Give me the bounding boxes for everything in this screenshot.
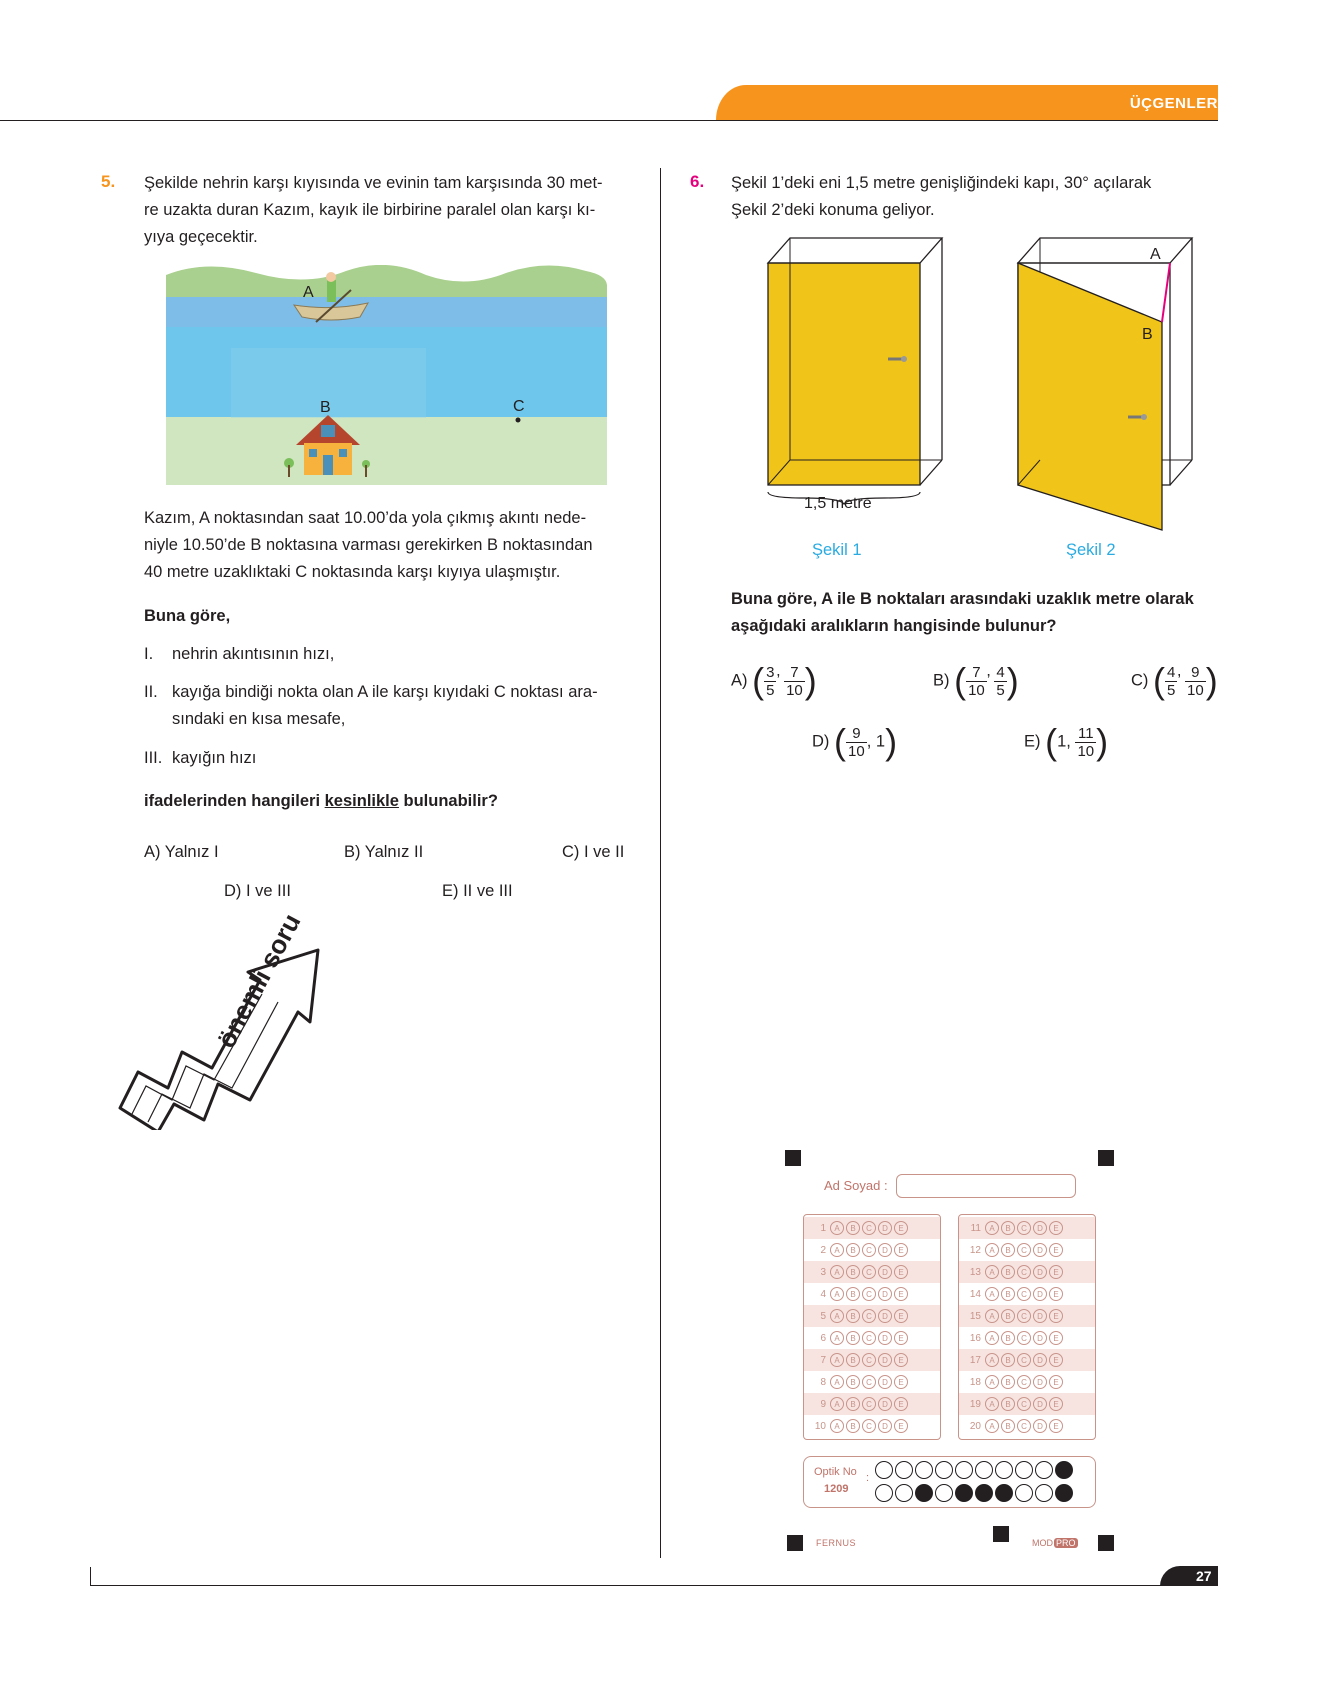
interval-bound: 1	[875, 732, 886, 751]
answer-row-number: 6	[820, 1332, 826, 1344]
q5-paragraph-line: Kazım, A noktasından saat 10.00’da yola çıkmış akıntı nede-	[144, 509, 587, 527]
q6-question	[731, 586, 1218, 640]
answer-row	[804, 1305, 940, 1327]
answer-row-number: 18	[969, 1376, 981, 1388]
answer-row-number: 14	[969, 1288, 981, 1300]
answer-bubble[interactable]: A	[830, 1243, 844, 1257]
optik-bubble[interactable]	[915, 1461, 933, 1479]
answer-row	[804, 1393, 940, 1415]
item-text: sındaki en kısa mesafe,	[172, 710, 346, 728]
answer-row-number: 17	[969, 1354, 981, 1366]
corner-mark	[1098, 1535, 1114, 1551]
answer-row-number: 16	[969, 1332, 981, 1344]
answer-bubble[interactable]: E	[1049, 1375, 1063, 1389]
answer-bubble[interactable]: E	[894, 1243, 908, 1257]
answer-row	[959, 1415, 1095, 1437]
answer-row	[804, 1261, 940, 1283]
answer-bubble[interactable]: C	[1017, 1265, 1031, 1279]
answer-bubble[interactable]: D	[878, 1397, 892, 1411]
brand-left: FERNUS	[816, 1538, 857, 1548]
answer-row	[804, 1283, 940, 1305]
q6-line: Şekil 1’deki eni 1,5 metre genişliğindeki kapı, 30° açılarak	[731, 174, 1152, 192]
answer-bubble[interactable]: B	[1001, 1375, 1015, 1389]
answer-bubble[interactable]: A	[985, 1287, 999, 1301]
answer-bubble[interactable]: C	[1017, 1419, 1031, 1433]
stamp-text: önemli soru	[210, 908, 307, 1053]
answer-bubble[interactable]: D	[1033, 1353, 1047, 1367]
answer-row	[804, 1217, 940, 1239]
q6-question-line: Buna göre, A ile B noktaları arasındaki uzaklık metre olarak	[731, 590, 1194, 608]
optik-bubble[interactable]	[995, 1461, 1013, 1479]
answer-bubble[interactable]: A	[985, 1375, 999, 1389]
answer-row	[804, 1327, 940, 1349]
fraction-denominator: 5	[996, 681, 1005, 699]
answer-bubble[interactable]: E	[1049, 1265, 1063, 1279]
section-title: ÜÇGENLER	[1129, 95, 1218, 112]
name-field[interactable]	[896, 1174, 1076, 1198]
q5-number: 5.	[101, 172, 116, 191]
answer-bubble[interactable]: D	[878, 1243, 892, 1257]
point-b-label: B	[1142, 326, 1153, 343]
figure-2-caption: Şekil 2	[1066, 541, 1116, 559]
point-b-label: B	[320, 399, 331, 416]
answer-bubble[interactable]: E	[1049, 1309, 1063, 1323]
answer-bubble[interactable]: B	[1001, 1221, 1015, 1235]
answer-row	[804, 1349, 940, 1371]
answer-bubble[interactable]: A	[985, 1419, 999, 1433]
answer-row	[959, 1371, 1095, 1393]
answer-bubble[interactable]: A	[830, 1419, 844, 1433]
answer-bubble[interactable]: D	[878, 1353, 892, 1367]
answer-row	[959, 1349, 1095, 1371]
option-d[interactable]: D) ( $\frac{9}{10}$ , 1)	[812, 721, 898, 762]
answer-bubble[interactable]: A	[985, 1353, 999, 1367]
answer-bubble[interactable]: C	[862, 1243, 876, 1257]
answer-bubble[interactable]: B	[846, 1419, 860, 1433]
point-a-label: A	[303, 284, 314, 301]
optik-bubble[interactable]	[955, 1461, 973, 1479]
answer-bubble[interactable]: D	[878, 1309, 892, 1323]
answer-column-1	[803, 1214, 941, 1440]
answer-row-number: 3	[820, 1266, 826, 1278]
fraction-denominator: 10	[848, 742, 865, 760]
q6-line: Şekil 2’deki konuma geliyor.	[731, 201, 935, 219]
answer-bubble[interactable]: B	[846, 1397, 860, 1411]
answer-bubble[interactable]: E	[894, 1353, 908, 1367]
answer-bubble[interactable]: A	[985, 1221, 999, 1235]
corner-mark	[787, 1535, 803, 1551]
interval-bound: 1,	[1057, 732, 1071, 751]
answer-bubble[interactable]: D	[878, 1419, 892, 1433]
answer-bubble[interactable]: A	[985, 1397, 999, 1411]
answer-bubble[interactable]: B	[846, 1353, 860, 1367]
fraction-denominator: 10	[1077, 742, 1095, 760]
answer-bubble[interactable]: B	[846, 1331, 860, 1345]
column-divider	[660, 168, 661, 1558]
answer-row	[959, 1217, 1095, 1239]
brand-right-text: MOD	[1032, 1538, 1053, 1548]
answer-bubble[interactable]: E	[894, 1331, 908, 1345]
answer-row-number: 8	[820, 1376, 826, 1388]
answer-bubble[interactable]: D	[878, 1287, 892, 1301]
option-e[interactable]: E) (1, $\frac{11}{10}$ )	[1024, 721, 1109, 762]
answer-bubble[interactable]: B	[1001, 1331, 1015, 1345]
answer-bubble[interactable]: C	[862, 1287, 876, 1301]
door-figure-1	[760, 230, 960, 530]
answer-bubble[interactable]: E	[1049, 1419, 1063, 1433]
fraction-numerator: 4	[996, 663, 1005, 681]
option-b[interactable]: B) Yalnız II	[344, 843, 424, 861]
answer-row-number: 9	[820, 1398, 826, 1410]
point-a-label: A	[1150, 246, 1161, 263]
q5-item	[144, 641, 631, 668]
answer-row-number: 5	[820, 1310, 826, 1322]
answer-bubble[interactable]: E	[1049, 1331, 1063, 1345]
optik-bubble-filled[interactable]	[995, 1484, 1013, 1502]
answer-row	[959, 1239, 1095, 1261]
corner-mark	[785, 1150, 801, 1166]
option-label: A)	[731, 671, 748, 690]
fraction-denominator: 10	[968, 681, 985, 699]
answer-row-number: 13	[969, 1266, 981, 1278]
answer-bubble[interactable]: C	[1017, 1287, 1031, 1301]
answer-row-number: 10	[814, 1420, 826, 1432]
answer-row-number: 1	[820, 1222, 826, 1234]
answer-bubble[interactable]: E	[1049, 1221, 1063, 1235]
item-text: nehrin akıntısının hızı,	[172, 645, 335, 663]
answer-row	[959, 1327, 1095, 1349]
answer-bubble[interactable]: D	[1033, 1331, 1047, 1345]
option-a[interactable]: A) Yalnız I	[144, 843, 219, 861]
optik-colon: :	[866, 1472, 870, 1484]
q5-line: Şekilde nehrin karşı kıyısında ve evinin tam karşısında 30 met-	[144, 174, 603, 192]
answer-row	[804, 1239, 940, 1261]
answer-bubble[interactable]: E	[894, 1375, 908, 1389]
option-label: C)	[1131, 671, 1149, 690]
answer-row-number: 20	[969, 1420, 981, 1432]
fraction-numerator: 7	[784, 664, 805, 682]
optik-bubble[interactable]	[935, 1484, 953, 1502]
answer-bubble[interactable]: D	[1033, 1397, 1047, 1411]
answer-bubble[interactable]: A	[985, 1243, 999, 1257]
q5-line: re uzakta duran Kazım, kayık ile birbirine paralel olan karşı kı-	[144, 201, 596, 219]
optik-bubble[interactable]	[1015, 1461, 1033, 1479]
fraction-numerator: 4	[1167, 663, 1176, 681]
answer-row-number: 7	[820, 1354, 826, 1366]
answer-row	[804, 1415, 940, 1437]
option-e[interactable]: E) II ve III	[442, 882, 513, 900]
q5-stem	[144, 170, 631, 251]
optik-bubble-filled[interactable]	[955, 1484, 973, 1502]
answer-bubble[interactable]: C	[1017, 1221, 1031, 1235]
answer-row	[959, 1393, 1095, 1415]
item-number: II.	[144, 683, 158, 701]
option-label: B)	[933, 671, 950, 690]
fraction-denominator: 10	[1187, 681, 1204, 699]
page-number: 27	[1196, 1568, 1212, 1584]
answer-row	[959, 1261, 1095, 1283]
answer-bubble[interactable]: B	[846, 1265, 860, 1279]
question-keyword: kesinlikle	[324, 792, 399, 810]
answer-bubble[interactable]: B	[1001, 1419, 1015, 1433]
answer-bubble[interactable]: A	[830, 1221, 844, 1235]
answer-bubble[interactable]: B	[846, 1221, 860, 1235]
answer-bubble[interactable]: D	[878, 1221, 892, 1235]
answer-bubble[interactable]: E	[1049, 1287, 1063, 1301]
optik-bubble[interactable]	[935, 1461, 953, 1479]
answer-bubble[interactable]: E	[894, 1397, 908, 1411]
answer-bubble[interactable]: A	[830, 1287, 844, 1301]
answer-bubble[interactable]: E	[894, 1221, 908, 1235]
answer-bubble[interactable]: E	[1049, 1353, 1063, 1367]
optik-bubble-filled[interactable]	[915, 1484, 933, 1502]
optik-bubble-filled[interactable]	[1055, 1461, 1073, 1479]
q5-paragraph	[144, 505, 631, 586]
option-label: E)	[1024, 732, 1041, 751]
answer-row	[959, 1283, 1095, 1305]
optik-bubble[interactable]	[1015, 1484, 1033, 1502]
brand-right-box: PRO	[1056, 1538, 1076, 1548]
footer-tick	[90, 1567, 91, 1586]
answer-bubble[interactable]: A	[830, 1331, 844, 1345]
answer-bubble[interactable]: C	[862, 1375, 876, 1389]
optik-bubble-filled[interactable]	[975, 1484, 993, 1502]
answer-bubble[interactable]: A	[830, 1397, 844, 1411]
answer-bubble[interactable]: E	[894, 1419, 908, 1433]
answer-bubble[interactable]: E	[894, 1287, 908, 1301]
header-rule	[0, 120, 1218, 121]
optik-bubbles-row-1	[875, 1461, 1075, 1484]
figure-1-caption: Şekil 1	[812, 541, 862, 559]
answer-bubble[interactable]: B	[1001, 1353, 1015, 1367]
answer-bubble[interactable]: A	[830, 1265, 844, 1279]
answer-bubble[interactable]: C	[1017, 1243, 1031, 1257]
q6-question-line: aşağıdaki aralıkların hangisinde bulunur?	[731, 617, 1057, 635]
option-c[interactable]: C) ( $\frac{4}{5}$ ’ $\frac{9}{10}$ )	[1131, 660, 1218, 701]
answer-bubble[interactable]: A	[830, 1353, 844, 1367]
point-c-label: C	[513, 398, 525, 415]
fraction-denominator: 5	[766, 681, 775, 699]
option-b[interactable]: B) ( $\frac{7}{10}$ ’ $\frac{4}{5}$ )	[933, 660, 1019, 701]
answer-bubble[interactable]: D	[878, 1375, 892, 1389]
q5-item	[144, 679, 631, 728]
optik-number: 1209	[824, 1483, 849, 1495]
answer-bubble[interactable]: E	[894, 1265, 908, 1279]
brand-right	[1032, 1538, 1078, 1548]
answer-bubble[interactable]: D	[1033, 1375, 1047, 1389]
answer-row-number: 4	[820, 1288, 826, 1300]
answer-bubble[interactable]: C	[1017, 1353, 1031, 1367]
answer-bubble[interactable]: B	[1001, 1287, 1015, 1301]
answer-bubble[interactable]: B	[846, 1309, 860, 1323]
answer-bubble[interactable]: A	[830, 1309, 844, 1323]
answer-bubble[interactable]: B	[846, 1243, 860, 1257]
answer-bubble[interactable]: C	[862, 1419, 876, 1433]
name-label: Ad Soyad :	[824, 1178, 888, 1193]
fraction-denominator: 5	[1167, 681, 1176, 699]
q5-line: yıya geçecektir.	[144, 228, 258, 246]
optik-bubble[interactable]	[1035, 1461, 1053, 1479]
answer-bubble[interactable]: D	[1033, 1243, 1047, 1257]
fraction-numerator: 9	[1185, 664, 1206, 682]
footer-rule	[90, 1585, 1218, 1586]
answer-row-number: 15	[969, 1310, 981, 1322]
answer-bubble[interactable]: C	[1017, 1397, 1031, 1411]
answer-bubble[interactable]: C	[862, 1265, 876, 1279]
fraction-numerator: 7	[966, 664, 987, 682]
answer-bubble[interactable]: B	[1001, 1309, 1015, 1323]
answer-bubble[interactable]: D	[1033, 1221, 1047, 1235]
q6-stem	[731, 170, 1218, 224]
width-label: 1,5 metre	[804, 495, 872, 512]
answer-bubble[interactable]: C	[862, 1221, 876, 1235]
answer-bubble[interactable]: A	[985, 1309, 999, 1323]
item-text: kayığın hızı	[172, 749, 257, 767]
answer-bubble[interactable]: B	[1001, 1243, 1015, 1257]
optik-bubbles-row-2	[875, 1484, 1075, 1507]
answer-bubble[interactable]: D	[1033, 1287, 1047, 1301]
option-c[interactable]: C) I ve II	[562, 843, 625, 861]
answer-bubble[interactable]: C	[1017, 1309, 1031, 1323]
optik-bubble[interactable]	[895, 1461, 913, 1479]
corner-mark	[993, 1526, 1009, 1542]
question-text: ifadelerinden hangileri	[144, 792, 325, 810]
option-a[interactable]: A) ( $\frac{3}{5}$ ’ $\frac{7}{10}$ )	[731, 660, 817, 701]
answer-bubble[interactable]: D	[878, 1331, 892, 1345]
answer-bubble[interactable]: C	[1017, 1331, 1031, 1345]
question-text: bulunabilir?	[398, 792, 498, 810]
answer-row-number: 12	[969, 1244, 981, 1256]
answer-bubble[interactable]: D	[1033, 1265, 1047, 1279]
option-d[interactable]: D) I ve III	[224, 882, 291, 900]
optik-bubble[interactable]	[875, 1461, 893, 1479]
answer-bubble[interactable]: C	[1017, 1375, 1031, 1389]
answer-bubble[interactable]: A	[830, 1375, 844, 1389]
answer-bubble[interactable]: D	[1033, 1419, 1047, 1433]
answer-bubble[interactable]: D	[878, 1265, 892, 1279]
item-number: III.	[144, 749, 163, 767]
fraction-numerator: 11	[1075, 725, 1096, 743]
river-figure	[166, 265, 607, 485]
answer-bubble[interactable]: A	[985, 1265, 999, 1279]
door-figure-2	[1010, 230, 1210, 550]
important-question-stamp	[110, 900, 330, 1130]
item-number: I.	[144, 645, 154, 663]
fraction-numerator: 9	[846, 725, 867, 743]
q5-paragraph-line: niyle 10.50’de B noktasına varması gerekirken B noktasından	[144, 536, 593, 554]
optik-label: Optik No	[814, 1466, 857, 1478]
item-text: kayığa bindiği nokta olan A ile karşı kıyıdaki C noktası ara-	[172, 683, 598, 701]
answer-bubble[interactable]: B	[1001, 1397, 1015, 1411]
answer-row	[804, 1371, 940, 1393]
answer-bubble[interactable]: E	[1049, 1243, 1063, 1257]
q5-lead: Buna göre,	[144, 607, 231, 625]
answer-bubble[interactable]: B	[1001, 1265, 1015, 1279]
answer-bubble[interactable]: B	[846, 1375, 860, 1389]
answer-row-number: 11	[970, 1222, 981, 1234]
optik-bubble[interactable]	[1035, 1484, 1053, 1502]
answer-bubble[interactable]: C	[862, 1397, 876, 1411]
option-label: D)	[812, 732, 830, 751]
optik-bubble[interactable]	[875, 1484, 893, 1502]
q5-question	[144, 788, 498, 815]
answer-bubble[interactable]: C	[862, 1331, 876, 1345]
q6-number: 6.	[690, 172, 705, 191]
answer-bubble[interactable]: E	[1049, 1397, 1063, 1411]
corner-mark	[1098, 1150, 1114, 1166]
answer-bubble[interactable]: A	[985, 1331, 999, 1345]
optik-bubble-filled[interactable]	[1055, 1484, 1073, 1502]
answer-column-2	[958, 1214, 1096, 1440]
fraction-numerator: 3	[766, 663, 775, 681]
q5-item	[144, 745, 631, 772]
optik-bubble[interactable]	[975, 1461, 993, 1479]
answer-row-number: 2	[820, 1244, 826, 1256]
answer-bubble[interactable]: C	[862, 1353, 876, 1367]
answer-bubble[interactable]: C	[862, 1309, 876, 1323]
answer-row-number: 19	[969, 1398, 981, 1410]
q5-paragraph-line: 40 metre uzaklıktaki C noktasında karşı kıyıya ulaşmıştır.	[144, 563, 561, 581]
optik-bubble[interactable]	[895, 1484, 913, 1502]
fraction-denominator: 10	[786, 681, 803, 699]
answer-bubble[interactable]: E	[894, 1309, 908, 1323]
answer-row	[959, 1305, 1095, 1327]
answer-bubble[interactable]: D	[1033, 1309, 1047, 1323]
answer-bubble[interactable]: B	[846, 1287, 860, 1301]
